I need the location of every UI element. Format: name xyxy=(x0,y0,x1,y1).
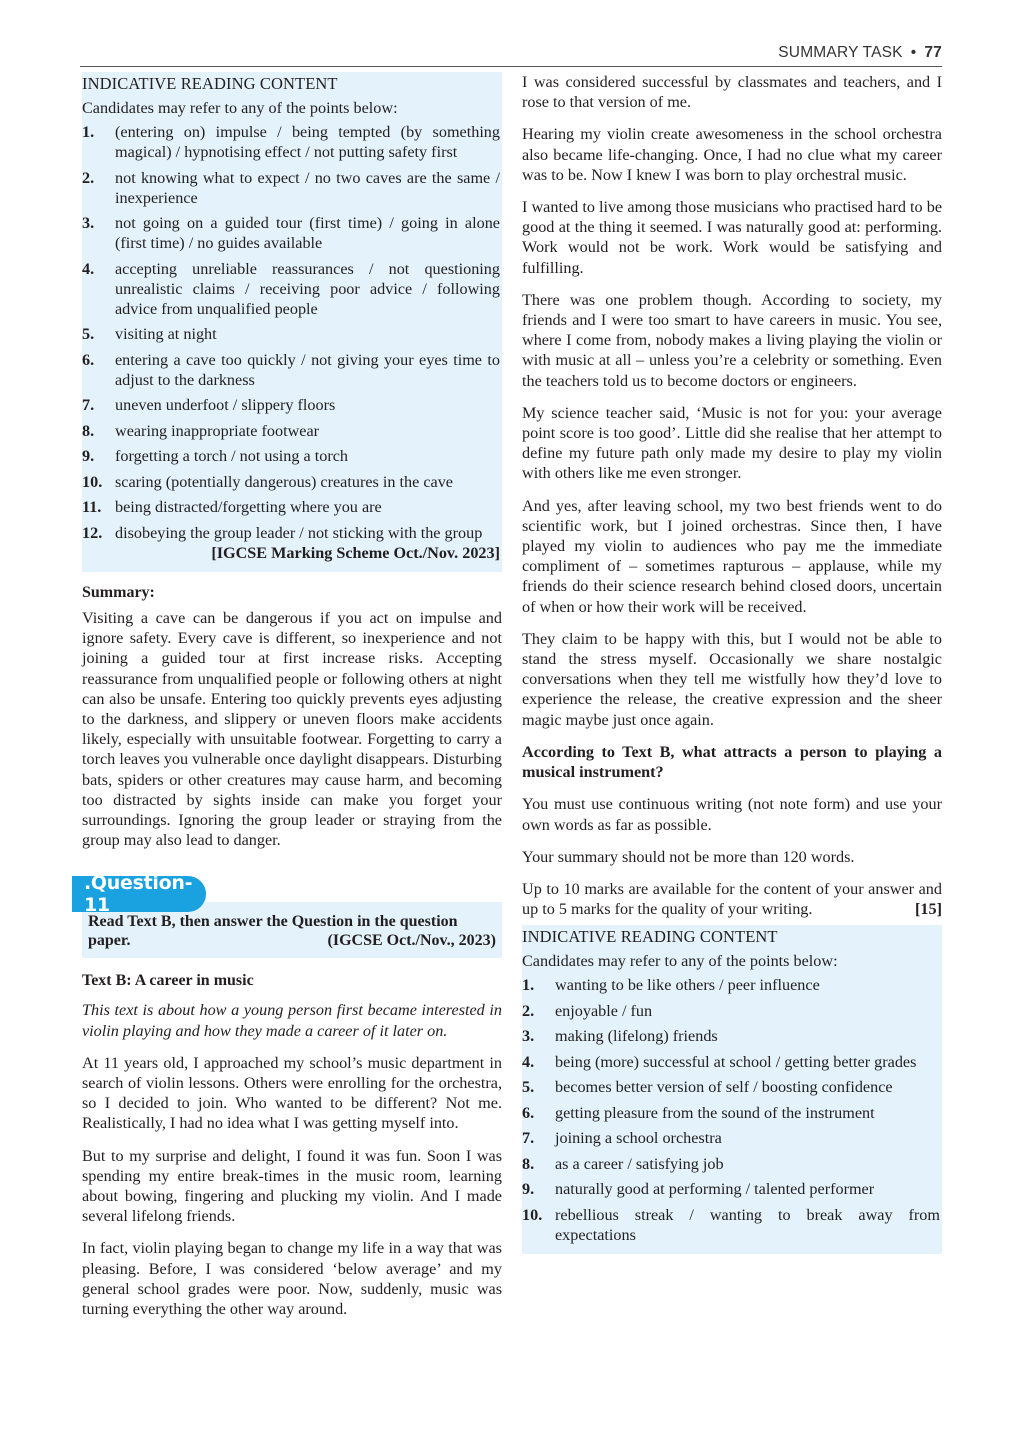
item-text-content: enjoyable / fun xyxy=(555,1001,653,1020)
item-number: 1. xyxy=(522,976,535,995)
list-item xyxy=(82,213,502,253)
instruction: Your summary should not be more than 120 words. xyxy=(522,847,855,866)
item-text xyxy=(555,1205,942,1245)
list-item xyxy=(522,1179,942,1199)
item-text xyxy=(115,472,502,492)
item-text xyxy=(115,168,502,208)
item-number: 8. xyxy=(82,421,95,440)
list-item xyxy=(522,1026,942,1046)
marks-text: Up to 10 marks are available for the content of your answer and up to 5 marks for the quality of your writing. xyxy=(522,879,942,919)
item-text xyxy=(555,1154,942,1174)
list-item xyxy=(82,350,502,390)
left-column xyxy=(82,72,502,1331)
item-text-content: (entering on) impulse / being tempted (by something magical) / hypnotising effect / not putting safety first xyxy=(115,123,500,161)
item-text xyxy=(115,122,502,162)
item-text-content: being (more) successful at school / getting better grades xyxy=(555,1052,917,1071)
text-b-paragraph: I wanted to live among those musicians who practised hard to be good at the thing it seemed. I was naturally good at: performing. Work would not be work. Work would be satisfying and fulfilling. xyxy=(522,198,942,277)
box-intro: Candidates may refer to any of the points below: xyxy=(82,99,398,117)
marking-scheme-source: [IGCSE Marking Scheme Oct./Nov. 2023] xyxy=(211,543,500,562)
item-text xyxy=(555,1077,942,1097)
item-text xyxy=(555,975,942,995)
item-text xyxy=(555,1128,942,1148)
list-item xyxy=(82,168,502,208)
section-title: SUMMARY TASK xyxy=(778,44,903,61)
list-item xyxy=(522,1128,942,1148)
list-item xyxy=(82,497,502,517)
item-number: 9. xyxy=(82,447,95,465)
item-number: 3. xyxy=(82,214,95,232)
item-number: 7. xyxy=(522,1129,535,1148)
right-column xyxy=(522,72,942,1254)
indicative-reading-content-box-2 xyxy=(522,925,942,1254)
item-number: 11. xyxy=(82,498,102,516)
item-number: 2. xyxy=(82,168,95,187)
list-item xyxy=(522,975,942,995)
item-number: 9. xyxy=(522,1180,535,1199)
text-b-paragraph: Hearing my violin create awesomeness in the school orchestra also became life-changing. Once, I had no clue what my career was to be. Now I knew I was born to play orchestral music. xyxy=(522,125,942,184)
list-item xyxy=(522,1077,942,1097)
item-text-content: scaring (potentially dangerous) creatures in the cave xyxy=(115,472,453,491)
item-text xyxy=(115,421,502,441)
item-text-content: rebellious streak / wanting to break away from expectations xyxy=(555,1205,940,1244)
item-text xyxy=(555,1103,942,1123)
list-item xyxy=(522,1154,942,1174)
text-b-paragraph: And yes, after leaving school, my two best friends went to do scientific work, but I joined orchestras. Since then, I have played my violin to audiences who pay me the immediate compliment of – sometimes rapturous – applause, while my friends do their science research behind closed doors, uncertain of when or how their work will be received. xyxy=(522,496,942,616)
item-text xyxy=(555,1052,942,1072)
item-number: 2. xyxy=(522,1001,535,1020)
item-text-content: naturally good at performing / talented performer xyxy=(555,1180,875,1199)
instruction: You must use continuous writing (not note form) and use your own words as far as possible. xyxy=(522,795,942,834)
list-item xyxy=(82,472,502,492)
item-text-content: becomes better version of self / boosting confidence xyxy=(555,1078,893,1097)
item-number: 4. xyxy=(522,1052,535,1071)
item-text-content: getting pleasure from the sound of the instrument xyxy=(555,1103,875,1122)
summary-text: Visiting a cave can be dangerous if you act on impulse and ignore safety. Every cave is different, so inexperience and not joining a guided tour at first increase risks. Accepting reassurance from unqualified people or following others at night can also be unsafe. Entering too quickly prevents eyes adjusting to the darkness, and slippery or uneven floors make accidents likely, especially with unsuitable footwear. Forgetting to carry a torch leaves you vulnerable once daylight disappears. Disturbing bats, spiders or other creatures may cause harm, and becoming too distracted by sights inside can make you forget your surroundings. Ignoring the group leader or straying from the group may also lead to danger. xyxy=(82,609,502,850)
item-number: 8. xyxy=(522,1154,535,1173)
item-text xyxy=(115,395,502,415)
list-item xyxy=(82,259,502,319)
item-text-content: making (lifelong) friends xyxy=(555,1027,718,1046)
item-text xyxy=(115,259,502,319)
item-number: 3. xyxy=(522,1027,535,1046)
text-b-paragraph: At 11 years old, I approached my school’s music department in search of violin lessons. Others were enrolling for the orchestra, so I decided to join. Who wanted to be different? Not me. Realistically, I had no idea what I was getting myself into. xyxy=(82,1053,502,1133)
item-text-content: accepting unreliable reassurances / not questioning unrealistic claims / receiving poor advice / following advice from unqualified people xyxy=(115,259,500,318)
list-item xyxy=(82,523,502,563)
text-b-paragraph: My science teacher said, ‘Music is not for you: your average point score is too good’. Little did she realise that her attempt to define my future path only made my desire to play my violin with others like me even stronger. xyxy=(522,403,942,483)
page-number: 77 xyxy=(924,44,942,61)
item-number: 5. xyxy=(522,1078,535,1097)
list-item xyxy=(82,395,502,415)
item-text-content: as a career / satisfying job xyxy=(555,1154,724,1173)
list-item xyxy=(82,446,502,466)
item-number: 1. xyxy=(82,123,95,141)
list-item xyxy=(522,1205,942,1245)
question-header xyxy=(82,872,502,972)
item-text xyxy=(115,350,502,390)
list-item xyxy=(522,1052,942,1072)
item-text xyxy=(115,213,502,253)
question-badge: .Question-11 xyxy=(72,876,206,912)
item-number: 6. xyxy=(522,1103,535,1122)
marks-total: [15] xyxy=(915,900,942,919)
list-item xyxy=(82,324,502,344)
text-b-paragraph: In fact, violin playing began to change my life in a way that was pleasing. Before, I was considered ‘below average’ and my general school grades were poor. Now, suddenly, music was turning everything the other way around. xyxy=(82,1239,502,1319)
instruction-line-1: Read Text B, then answer the Question in the question xyxy=(88,913,458,931)
marks-instruction xyxy=(522,879,942,919)
item-number: 4. xyxy=(82,259,95,278)
text-b-paragraph: There was one problem though. According to society, my friends and I were too smart to have careers in music. You see, where I come from, nobody makes a living playing the violin or with music at all – unless you’re a celebrity or something. Even the teachers told us to become doctors or engineers. xyxy=(522,290,942,390)
item-text-content: uneven underfoot / slippery floors xyxy=(115,396,336,414)
item-text xyxy=(555,1001,942,1021)
text-b-intro: This text is about how a young person first became interested in violin playing and how they made a career of it later on. xyxy=(82,1001,502,1040)
list-item xyxy=(522,1001,942,1021)
item-number: 10. xyxy=(522,1205,543,1224)
item-text xyxy=(555,1179,942,1199)
running-header xyxy=(80,40,942,67)
summary-question: According to Text B, what attracts a person to playing a musical instrument? xyxy=(522,742,942,782)
question-source: (IGCSE Oct./Nov., 2023) xyxy=(327,932,496,950)
text-b-paragraph: But to my surprise and delight, I found it was fun. Soon I was spending my entire break-times in the music room, learning about bowing, fingering and plucking my violin. And I made several lifelong friends. xyxy=(82,1146,502,1226)
item-text-content: wanting to be like others / peer influence xyxy=(555,976,820,995)
text-b-title: Text B: A career in music xyxy=(82,972,254,990)
item-text-content: not going on a guided tour (first time) / going in alone (first time) / no guides available xyxy=(115,214,500,252)
item-text-content: not knowing what to expect / no two caves are the same / inexperience xyxy=(115,168,500,207)
box-title: INDICATIVE READING CONTENT xyxy=(82,74,338,93)
item-number: 5. xyxy=(82,325,95,343)
text-b-paragraph: They claim to be happy with this, but I would not be able to stand the stress myself. Occasionally we share nostalgic conversations when they tell me wistfully how they’d love to experience the release, the creative expression and the sheer magic maybe just once again. xyxy=(522,629,942,729)
points-list xyxy=(522,975,942,1245)
item-number: 12. xyxy=(82,523,103,542)
item-text xyxy=(115,446,502,466)
summary-heading: Summary: xyxy=(82,584,155,601)
item-text-content: entering a cave too quickly / not giving your eyes time to adjust to the darkness xyxy=(115,350,500,389)
list-item xyxy=(82,421,502,441)
item-text-content: forgetting a torch / not using a torch xyxy=(115,447,349,465)
box-title: INDICATIVE READING CONTENT xyxy=(522,927,778,947)
instruction-line-2: paper. xyxy=(88,932,131,950)
item-text xyxy=(555,1026,942,1046)
indicative-reading-content-box-1 xyxy=(82,72,502,572)
separator: • xyxy=(910,44,917,61)
item-text-content: wearing inappropriate footwear xyxy=(115,421,320,440)
list-item xyxy=(522,1103,942,1123)
item-text-content: joining a school orchestra xyxy=(555,1129,722,1148)
item-number: 10. xyxy=(82,472,103,491)
points-list xyxy=(82,122,502,563)
box-intro: Candidates may refer to any of the points below: xyxy=(522,952,838,971)
item-text-content: disobeying the group leader / not sticking with the group xyxy=(115,523,483,542)
item-text xyxy=(115,497,502,517)
item-text-content: being distracted/forgetting where you are xyxy=(115,498,382,516)
text-b-paragraph: I was considered successful by classmates and teachers, and I rose to that version of me. xyxy=(522,73,942,112)
item-text xyxy=(115,523,502,563)
item-number: 6. xyxy=(82,350,95,369)
item-number: 7. xyxy=(82,396,95,414)
item-text-content: visiting at night xyxy=(115,325,217,343)
list-item xyxy=(82,122,502,162)
item-text xyxy=(115,324,502,344)
